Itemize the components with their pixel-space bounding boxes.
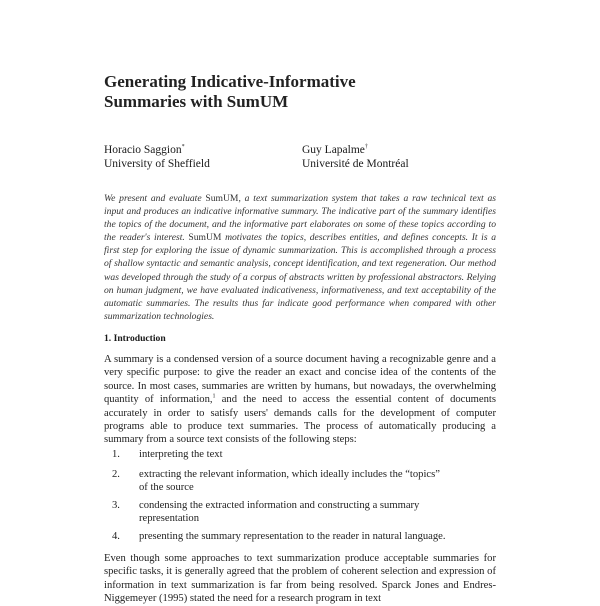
author-block-2 <box>302 140 409 171</box>
author-name-1: Horacio Saggion* <box>104 143 185 156</box>
title-line-1: Generating Indicative-Informative <box>104 72 356 91</box>
abstract: We present and evaluate SumUM, a text summarization system that takes a raw technical text as input and produces an indicative informative summary. The indicative part of the summary identifies the topics of the document, and the informative part elaborates on some of these topics according to the reader's interest. SumUM motivates the topics, describes entities, and defines concepts. It is a first step for exploring the issue of dynamic summarization. This is accomplished through a process of shallow syntactic and semantic analysis, concept identification, and text regeneration. Our method was developed through the study of a corpus of abstracts written by professional abstractors. Relying on human judgment, we have evaluated indicativeness, informativeness, and text acceptability of the automatic summaries. The results thus far indicate good performance when compared with other summarization technologies. <box>104 193 496 322</box>
footnote-marker: 1 <box>212 393 216 400</box>
intro-paragraph-2: Even though some approaches to text summarization produce acceptable summaries for specific tasks, it is generally agreed that the problem of coherent selection and expression of information in text summarization is far from being resolved. Sparck Jones and Endres-Niggemeyer (1995) stated the need for a research program in text <box>104 553 496 605</box>
section-heading: 1. Introduction <box>104 333 166 344</box>
author-name-2: Guy Lapalme† <box>302 143 368 156</box>
author-affiliation-1: University of Sheffield <box>104 157 210 170</box>
system-name: SumUM <box>205 193 239 204</box>
list-number: 4. <box>112 531 120 542</box>
list-number: 2. <box>112 469 120 480</box>
author-marker-2: † <box>364 144 368 150</box>
author-marker-1: * <box>181 144 185 150</box>
intro-paragraph-1: A summary is a condensed version of a source document having a recognizable genre and a very specific purpose: to give the reader an exact and concise idea of the contents of the source. In most cases, summaries are written by humans, but nowadays, the overwhelming quantity of information,$^1$ and the need to access the essential content of documents accurately in order to satisfy users' demands calls for the development of computer programs able to produce text summaries. The process of automatically producing a summary from a source text consists of the following steps: <box>104 354 496 446</box>
list-number: 3. <box>112 500 120 511</box>
author-block-1 <box>104 140 210 171</box>
author-affiliation-2: Université de Montréal <box>302 157 409 170</box>
title-line-2: Summaries with SumUM <box>104 92 289 111</box>
list-number: 1. <box>112 449 120 460</box>
paper-title <box>104 72 504 112</box>
system-name: SumUM <box>188 232 222 244</box>
